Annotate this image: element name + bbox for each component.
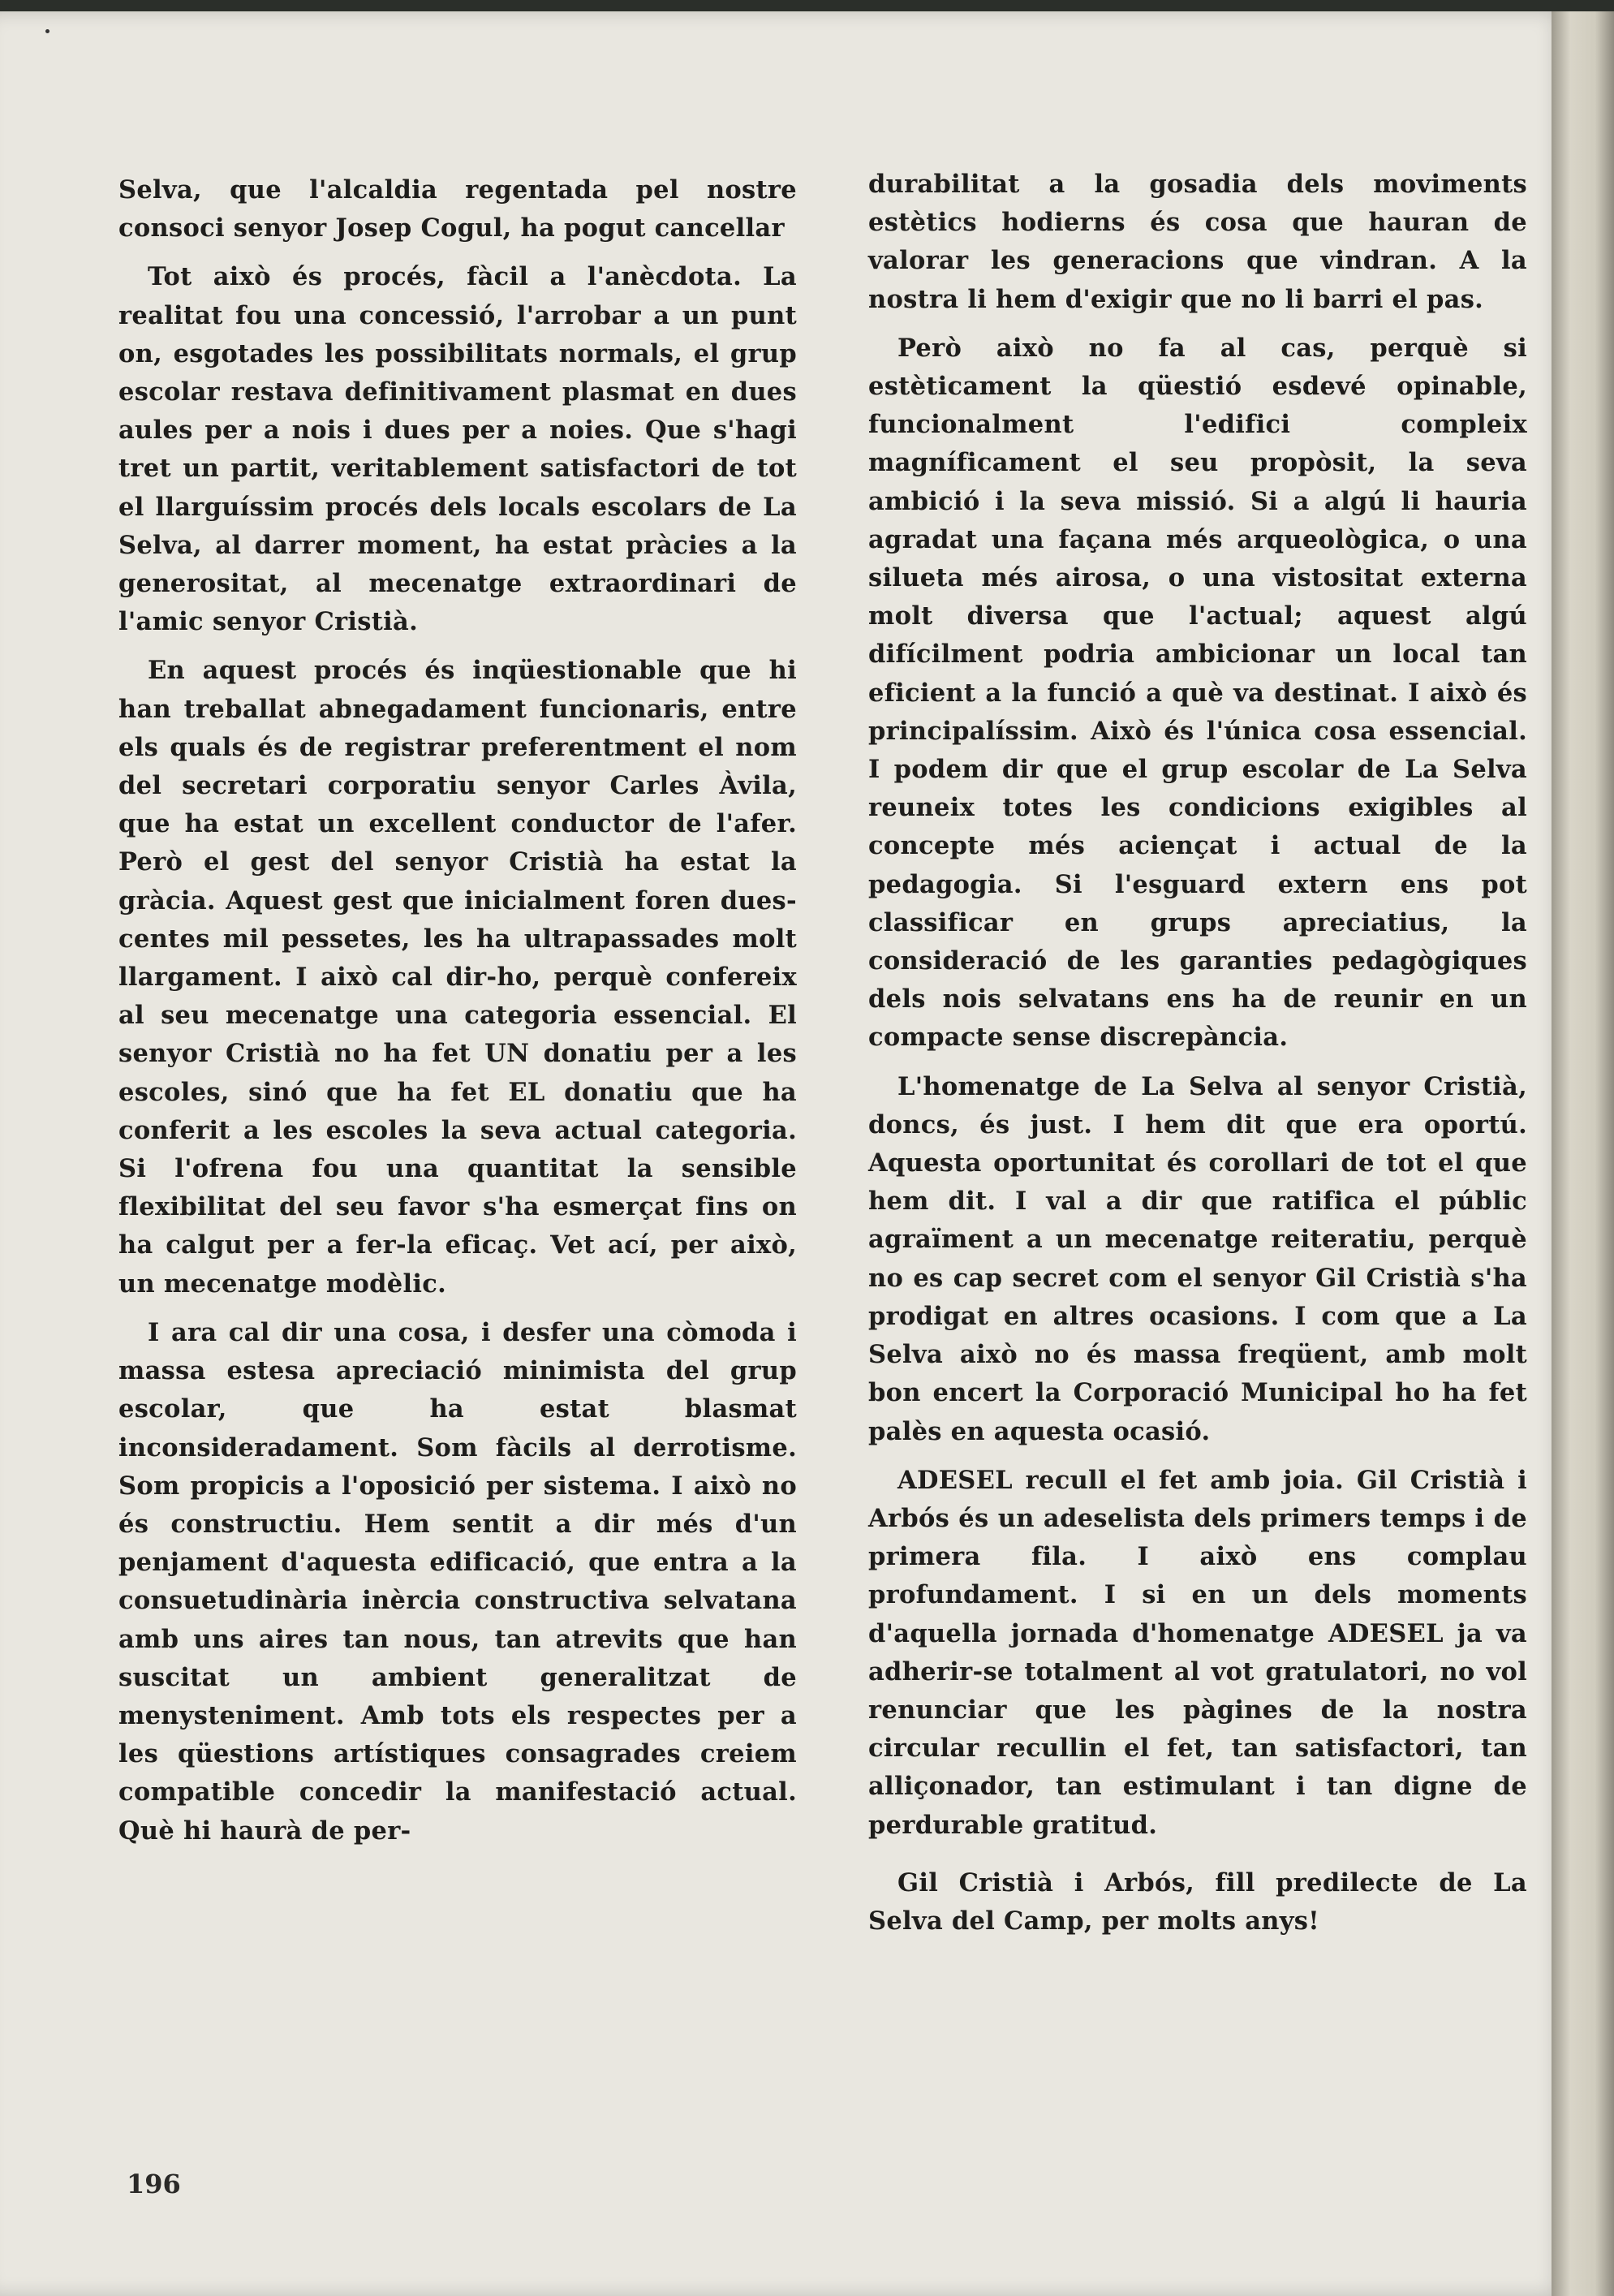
paragraph: L'homenatge de La Selva al senyor Cristià, doncs, és just. I hem dit que era oportú. Aquesta oportunitat és corollari de tot el que hem dit. I val a dir que ratifica el públic agraïment a un mecenatge reiteratiu, perquè no es cap secret com el senyor Gil Cristià s'ha prodigat en altres ocasions. I com que a La Selva això no és massa freqüent, amb molt bon encert la Corporació Municipal ho ha fet palès en aquesta ocasió.	[868, 1071, 1527, 1446]
page-speck	[45, 29, 49, 33]
paragraph: Selva, que l'alcaldia regentada pel nostre consoci senyor Josep Cogul, ha pogut cancellar	[118, 175, 797, 243]
left-text-column	[118, 171, 797, 1861]
paragraph: En aquest procés és inqüestionable que hi han treballat abnegadament funcionaris, entre els quals és de registrar preferentment el nom del secretari corporatiu senyor Carles Àvila, que ha estat un excellent conductor de l'afer. Però el gest del senyor Cristià ha estat la gràcia. Aquest gest que inicialment foren dues-centes mil pessetes, les ha ultrapassades molt llargament. I això cal dir-ho, perquè confereix al seu mecenatge una categoria essencial. El senyor Cristià no ha fet UN donatiu per a les escoles, sinó que ha fet EL donatiu que ha conferit a les escoles la seva actual categoria. Si l'ofrena fou una quantitat la sensible flexibilitat del seu favor s'ha esmerçat fins on ha calgut per a fer-la eficaç. Vet ací, per això, un mecenatge modèlic.	[118, 656, 797, 1299]
paragraph: durabilitat a la gosadia dels moviments estètics hodierns és cosa que hauran de valorar les generacions que vindran. A la nostra li hem d'exigir que no li barri el pas.	[868, 170, 1527, 314]
document-page	[0, 11, 1570, 2296]
paragraph: ADESEL recull el fet amb joia. Gil Cristià i Arbós és un adeselista dels primers temps i de primera fila. I això ens complau profundament. I si en un dels moments d'aquella jornada d'homenatge ADESEL ja va adherir-se totalment al vot gratulatori, no vol renunciar que les pàgines de la nostra circular recullin el fet, tan satisfactori, tan alliçonador, tan estimulant i tan digne de perdurable gratitud.	[868, 1465, 1527, 1840]
right-text-column	[868, 166, 1527, 1951]
page-number: 196	[127, 2169, 181, 2199]
paragraph: Però això no fa al cas, perquè si estèticament la qüestió esdevé opinable, funcionalment l'edifici compleix magníficament el seu propòsit, la seva ambició i la seva missió. Si a algú li hauria agradat una façana més arqueològica, o una silueta més airosa, o una vistositat externa molt diversa que l'actual; aquest algú difícilment podria ambicionar un local tan eficient a la funció a què va destinat. I això és principalíssim. Això és l'única cosa essencial. I podem dir que el grup escolar de La Selva reuneix totes les condicions exigibles al concepte més aciençat i actual de la pedagogia. Si l'esguard extern ens pot classificar en grups apreciatius, la consideració de les garanties pedagògiques dels nois selvatans ens ha de reunir en un compacte sense discrepància.	[868, 333, 1527, 1053]
paragraph: Tot això és procés, fàcil a l'anècdota. La realitat fou una concessió, l'arrobar a un punt on, esgotades les possibilitats normals, el grup escolar restava definitivament plasmat en dues aules per a nois i dues per a noies. Que s'hagi tret un partit, veritablement satisfactori de tot el llarguíssim procés dels locals escolars de La Selva, al darrer moment, ha estat pràcies a la generositat, al mecenatge extraordinari de l'amic senyor Cristià.	[118, 262, 797, 637]
closing-paragraph: Gil Cristià i Arbós, fill predilecte de La Selva del Camp, per molts anys!	[868, 1867, 1527, 1936]
page-binding-edge	[1552, 11, 1614, 2296]
paragraph: I ara cal dir una cosa, i desfer una còmoda i massa estesa apreciació minimista del grup escolar, que ha estat blasmat inconsideradament. Som fàcils al derrotisme. Som propicis a l'oposició per sistema. I això no és constructiu. Hem sentit a dir més d'un penjament d'aquesta edificació, que entra a la consuetudinària inèrcia constructiva selvatana amb uns aires tan nous, tan atrevits que han suscitat un ambient generalitzat de menysteniment. Amb tots els respectes per a les qüestions artístiques consagrades creiem compatible concedir la manifestació actual. Què hi haurà de per-	[118, 1317, 797, 1846]
